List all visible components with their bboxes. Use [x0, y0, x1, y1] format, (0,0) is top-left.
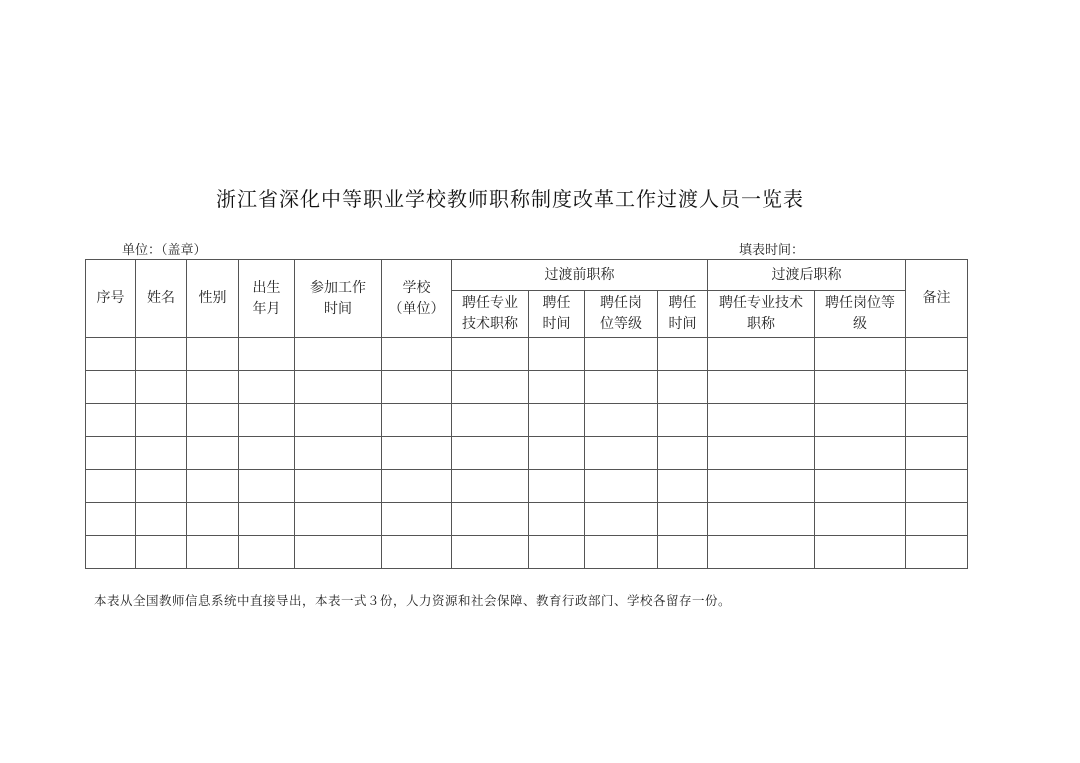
table-cell[interactable] — [815, 503, 906, 536]
table-cell[interactable] — [239, 470, 295, 503]
header-after-title: 聘任专业技术 职称 — [708, 291, 815, 338]
table-cell[interactable] — [529, 338, 585, 371]
table-cell[interactable] — [906, 371, 968, 404]
table-cell[interactable] — [382, 437, 452, 470]
header-remark: 备注 — [906, 260, 968, 338]
table-cell[interactable] — [815, 437, 906, 470]
table-cell[interactable] — [187, 470, 239, 503]
table-cell[interactable] — [585, 338, 658, 371]
header-name: 姓名 — [136, 260, 187, 338]
table-row — [86, 404, 968, 437]
table-cell[interactable] — [585, 404, 658, 437]
table-cell[interactable] — [708, 437, 815, 470]
table-cell[interactable] — [382, 338, 452, 371]
table-cell[interactable] — [815, 338, 906, 371]
table-cell[interactable] — [239, 338, 295, 371]
table-cell[interactable] — [136, 338, 187, 371]
table-cell[interactable] — [658, 470, 708, 503]
table-cell[interactable] — [295, 536, 382, 569]
header-birth: 出生 年月 — [239, 260, 295, 338]
table-cell[interactable] — [452, 338, 529, 371]
table-cell[interactable] — [136, 437, 187, 470]
table-cell[interactable] — [295, 338, 382, 371]
table-cell[interactable] — [906, 536, 968, 569]
table-cell[interactable] — [295, 371, 382, 404]
table-cell[interactable] — [708, 338, 815, 371]
unit-label: 单位：（盖章） — [122, 243, 207, 258]
header-before-group: 过渡前职称 — [452, 260, 708, 291]
table-row — [86, 437, 968, 470]
table-cell[interactable] — [86, 503, 136, 536]
table-cell[interactable] — [452, 371, 529, 404]
table-cell[interactable] — [452, 404, 529, 437]
table-cell[interactable] — [86, 371, 136, 404]
table-cell[interactable] — [585, 503, 658, 536]
table-cell[interactable] — [452, 536, 529, 569]
table-row — [86, 470, 968, 503]
table-cell[interactable] — [585, 437, 658, 470]
table-cell[interactable] — [86, 470, 136, 503]
table-cell[interactable] — [382, 470, 452, 503]
table-cell[interactable] — [295, 437, 382, 470]
table-row — [86, 338, 968, 371]
header-before-post-level: 聘任岗 位等级 — [585, 291, 658, 338]
table-cell[interactable] — [86, 404, 136, 437]
table-cell[interactable] — [136, 536, 187, 569]
table-cell[interactable] — [658, 536, 708, 569]
table-cell[interactable] — [658, 371, 708, 404]
table-cell[interactable] — [658, 437, 708, 470]
header-work-start: 参加工作 时间 — [295, 260, 382, 338]
table-cell[interactable] — [815, 404, 906, 437]
table-cell[interactable] — [187, 503, 239, 536]
table-cell[interactable] — [187, 404, 239, 437]
table-cell[interactable] — [295, 503, 382, 536]
header-before-post-time: 聘任 时间 — [658, 291, 708, 338]
table-cell[interactable] — [585, 371, 658, 404]
table-cell[interactable] — [452, 470, 529, 503]
header-gender: 性别 — [187, 260, 239, 338]
table-cell[interactable] — [86, 437, 136, 470]
table-cell[interactable] — [86, 338, 136, 371]
table-cell[interactable] — [187, 371, 239, 404]
form-title: 浙江省深化中等职业学校教师职称制度改革工作过渡人员一览表 — [216, 187, 804, 211]
table-cell[interactable] — [708, 470, 815, 503]
fill-time-label: 填表时间： — [739, 243, 805, 258]
header-before-title: 聘任专业 技术职称 — [452, 291, 529, 338]
table-cell[interactable] — [452, 437, 529, 470]
table-cell[interactable] — [529, 536, 585, 569]
table-cell[interactable] — [382, 503, 452, 536]
table-cell[interactable] — [658, 404, 708, 437]
table-cell[interactable] — [815, 470, 906, 503]
table-cell[interactable] — [239, 536, 295, 569]
table-cell[interactable] — [585, 470, 658, 503]
table-cell[interactable] — [529, 371, 585, 404]
table-cell[interactable] — [187, 536, 239, 569]
table-cell[interactable] — [382, 404, 452, 437]
header-before-appoint-time: 聘任 时间 — [529, 291, 585, 338]
table-row — [86, 371, 968, 404]
table-cell[interactable] — [239, 371, 295, 404]
table-cell[interactable] — [239, 503, 295, 536]
table-cell[interactable] — [239, 437, 295, 470]
table-cell[interactable] — [906, 503, 968, 536]
table-cell[interactable] — [815, 371, 906, 404]
table-cell[interactable] — [187, 437, 239, 470]
table-cell[interactable] — [529, 437, 585, 470]
header-after-group: 过渡后职称 — [708, 260, 906, 291]
header-seq: 序号 — [86, 260, 136, 338]
table-cell[interactable] — [295, 470, 382, 503]
table-cell[interactable] — [585, 536, 658, 569]
table-cell[interactable] — [382, 536, 452, 569]
table-body — [86, 338, 968, 569]
table-cell[interactable] — [295, 404, 382, 437]
table-cell[interactable] — [382, 371, 452, 404]
table-cell[interactable] — [708, 371, 815, 404]
table-cell[interactable] — [708, 404, 815, 437]
table-row — [86, 503, 968, 536]
header-after-post-level: 聘任岗位等 级 — [815, 291, 906, 338]
table-cell[interactable] — [86, 536, 136, 569]
table-cell[interactable] — [187, 338, 239, 371]
table-cell[interactable] — [452, 503, 529, 536]
table-cell[interactable] — [906, 437, 968, 470]
table-cell[interactable] — [529, 503, 585, 536]
table-cell[interactable] — [658, 503, 708, 536]
table-cell[interactable] — [239, 404, 295, 437]
table-cell[interactable] — [815, 536, 906, 569]
table-cell[interactable] — [708, 503, 815, 536]
table-row — [86, 536, 968, 569]
table-cell[interactable] — [906, 404, 968, 437]
table-cell[interactable] — [529, 404, 585, 437]
table-cell[interactable] — [906, 470, 968, 503]
table-cell[interactable] — [529, 470, 585, 503]
footnote: 本表从全国教师信息系统中直接导出，本表一式３份，人力资源和社会保障、教育行政部门、学校各留存一份。 — [94, 593, 732, 608]
table-cell[interactable] — [708, 536, 815, 569]
table-cell[interactable] — [136, 404, 187, 437]
table-cell[interactable] — [906, 338, 968, 371]
table-cell[interactable] — [136, 470, 187, 503]
header-school: 学校 （单位） — [382, 260, 452, 338]
table-cell[interactable] — [136, 371, 187, 404]
table-cell[interactable] — [658, 338, 708, 371]
table-cell[interactable] — [136, 503, 187, 536]
personnel-table — [85, 259, 968, 569]
